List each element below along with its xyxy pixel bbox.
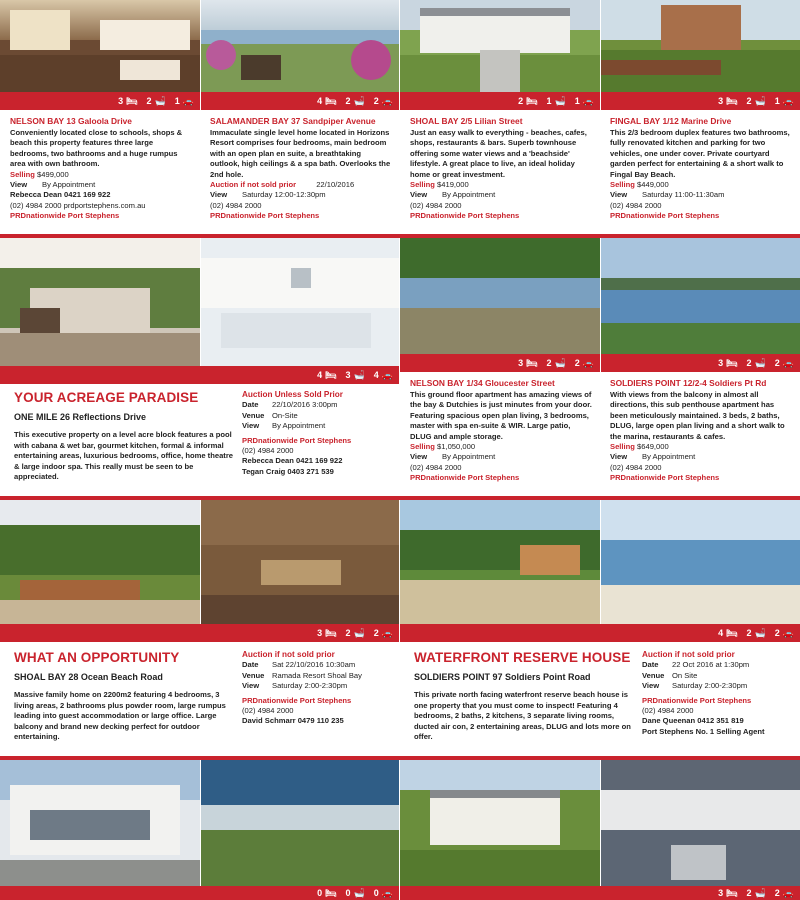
bed-icon: 🛏 xyxy=(325,369,337,380)
car-icon: 🚗 xyxy=(381,627,393,638)
office-phone: (02) 4984 2000 xyxy=(410,462,462,472)
feature-bar xyxy=(601,354,800,372)
baths-count: 1 xyxy=(546,96,552,106)
featured-auction-details: Auction if not sold prior Date 22 Oct 2016 at 1:30pm Venue On Site View Saturday 2:00-2:30pm PRDnationwide Port Stephens (02) 4984 2000 Dane Queenan 0412 351 819 Port Stephens No. 1 Selling Agent xyxy=(642,650,798,737)
office-phone: (02) 4984 2000 xyxy=(642,706,694,716)
car-icon: 🚗 xyxy=(381,369,393,380)
baths-count: 2 xyxy=(746,888,752,898)
photo-fingal-bay-1-12-marine xyxy=(601,0,800,92)
agent-contact: Dane Queenan 0412 351 819 xyxy=(642,716,744,726)
listing-card: FINGAL BAY 1/12 Marine Drive This 2/3 bedroom duplex features two bathrooms, fully renovated kitchen and parking for two vehicles, one under cover. Private courtyard garden perfect for entertaining & a short walk to Fingal Bay Beach. Selling $449,000 View Saturday 11:00-11:30am (02) 4984 2000 PRDnationwide Port Stephens xyxy=(600,112,800,234)
cars-count: 1 xyxy=(574,96,580,106)
office-phone: (02) 4984 2000 xyxy=(242,446,294,456)
bath-icon: 🛁 xyxy=(754,627,766,638)
photo-soldiers-point-97-house xyxy=(400,500,600,624)
beds-count: 4 xyxy=(317,96,323,106)
feature-bar xyxy=(400,886,800,900)
bed-icon: 🛏 xyxy=(526,95,538,106)
listing-title: SHOAL BAY 2/5 Lilian Street xyxy=(410,116,523,126)
feature-bar xyxy=(601,92,800,110)
feature-bar xyxy=(400,92,600,110)
cars-count: 4 xyxy=(373,370,379,380)
listing-card: NELSON BAY 1/34 Gloucester Street This ground floor apartment has amazing views of the bay & Dutchies is just minutes from your door. Featuring spacious open plan living, 3 bedrooms, master with spa en-suite & WIR. Large patio, DLUG and ample storage. Selling $1,050,000 View By Appointment (02) 4984 2000 PRDnationwide Port Stephens xyxy=(410,378,592,483)
listing-card: NELSON BAY 13 Galoola Drive Conveniently located close to schools, shops & beach this property features three large bedrooms, two bathrooms and a huge rumpus area with own bathroom. Selling $499,000 View By Appointment Rebecca Dean 0421 169 922 (02) 4984 2000 prdportstephens.com.au PRDnationwide Port Stephens xyxy=(0,112,200,234)
featured-address: ONE MILE 26 Reflections Drive xyxy=(14,412,147,422)
feature-bar xyxy=(400,354,600,372)
agent-contact: David Schmarr 0479 110 235 xyxy=(242,716,344,726)
bed-icon: 🛏 xyxy=(726,357,738,368)
listing-card: SHOAL BAY 2/5 Lilian Street Just an easy walk to everything - beaches, cafes, shops, restaurants & bars. Superb townhouse offering some water views and a 'beachside' lifestyle. A great place to live, an ideal holiday home or great investment. Selling $419,000 View By Appointment (02) 4984 2000 PRDnationwide Port Stephens xyxy=(400,112,600,234)
bath-icon: 🛁 xyxy=(353,887,365,898)
baths-count: 2 xyxy=(345,628,351,638)
car-icon: 🚗 xyxy=(381,887,393,898)
beds-count: 2 xyxy=(518,96,524,106)
photo-salamander-bay-37-sandpiper xyxy=(201,0,399,92)
bath-icon: 🛁 xyxy=(754,887,766,898)
photo-shoal-bay-28-kitchen xyxy=(201,500,399,624)
car-icon: 🚗 xyxy=(782,627,794,638)
baths-count: 2 xyxy=(746,96,752,106)
feature-bar xyxy=(0,92,200,110)
featured-description: Massive family home on 2200m2 featuring 4 bedrooms, 3 living areas, 2 bathrooms plus powder room, large rumpus leading into guest accommodation or large office. Large balcony and brand new decking perfect for outdoor entertaining. xyxy=(14,690,226,742)
listing-price: $499,000 xyxy=(37,169,69,179)
baths-count: 2 xyxy=(746,358,752,368)
listing-title: NELSON BAY 1/34 Gloucester Street xyxy=(410,378,555,388)
cars-count: 0 xyxy=(373,888,379,898)
cars-count: 1 xyxy=(174,96,180,106)
office-phone: (02) 4984 2000 xyxy=(210,200,262,210)
featured-description: This executive property on a level acre block features a pool with cabana & wet bar, gourmet kitchen, formal & informal entertaining areas, luxurious bedrooms, office, home theatre & large indoor spa. This really must be seen to be appreciated. xyxy=(14,430,234,482)
listing-price: $419,000 xyxy=(437,180,469,190)
featured-auction-details: Auction Unless Sold Prior Date 22/10/2016 3:00pm Venue On-Site View By Appointment PRDnationwide Port Stephens (02) 4984 2000 Rebecca Dean 0421 169 922 Tegan Craig 0403 271 539 xyxy=(242,390,397,477)
listing-price: $1,050,000 xyxy=(437,442,476,452)
listing-price: $649,000 xyxy=(637,442,669,452)
agency-name: PRDnationwide Port Stephens xyxy=(610,473,720,483)
beds-count: 0 xyxy=(317,888,323,898)
cars-count: 2 xyxy=(774,358,780,368)
feature-bar xyxy=(201,92,399,110)
baths-count: 0 xyxy=(345,888,351,898)
bed-icon: 🛏 xyxy=(726,627,738,638)
cars-count: 2 xyxy=(774,628,780,638)
agency-name: PRDnationwide Port Stephens xyxy=(642,695,752,705)
featured-listing xyxy=(14,390,234,483)
listing-description: Immaculate single level home located in Horizons Resort comprises four bedrooms, main bedroom with an open plan en suite, a breathtaking outlook, high ceilings & a spa bath. Overlooks the 2nd hole. xyxy=(210,128,391,179)
cars-count: 2 xyxy=(774,888,780,898)
office-phone: (02) 4984 2000 xyxy=(610,462,662,472)
photo-two-storey-house xyxy=(400,760,600,886)
agent-contact: Rebecca Dean 0421 169 922 xyxy=(10,190,111,200)
beds-count: 3 xyxy=(118,96,124,106)
agent-contact: Tegan Craig 0403 271 539 xyxy=(242,466,334,476)
baths-count: 2 xyxy=(746,628,752,638)
bed-icon: 🛏 xyxy=(726,887,738,898)
bath-icon: 🛁 xyxy=(154,95,166,106)
cars-count: 2 xyxy=(373,628,379,638)
car-icon: 🚗 xyxy=(381,95,393,106)
car-icon: 🚗 xyxy=(582,95,594,106)
featured-description: This private north facing waterfront reserve beach house is one property that you must come to inspect! Featuring 4 bedrooms, 2 baths, 2 kitchens, 3 separate living rooms, ducted air con, 2 entertaining areas, DLUG and lots more on offer. xyxy=(414,690,631,742)
agent-contact: Rebecca Dean 0421 169 922 xyxy=(242,456,343,466)
bed-icon: 🛏 xyxy=(325,887,337,898)
cars-count: 2 xyxy=(574,358,580,368)
photo-modern-apartments xyxy=(0,760,200,886)
bed-icon: 🛏 xyxy=(325,627,337,638)
beds-count: 3 xyxy=(718,888,724,898)
office-phone: (02) 4984 2000 xyxy=(410,200,462,210)
feature-bar xyxy=(0,886,399,900)
featured-address: SOLDIERS POINT 97 Soldiers Point Road xyxy=(414,672,591,682)
bath-icon: 🛁 xyxy=(554,95,566,106)
beds-count: 3 xyxy=(518,358,524,368)
bed-icon: 🛏 xyxy=(325,95,337,106)
agency-name: PRDnationwide Port Stephens xyxy=(210,211,320,221)
featured-headline: WATERFRONT RESERVE HOUSE xyxy=(414,650,631,665)
listing-card: SOLDIERS POINT 12/2-4 Soldiers Pt Rd With views from the balcony in almost all directions, this sub penthouse apartment has been meticulously maintained. 3 beds, 2 baths, DLUG, large open plan living and a short walk to the marina, restaurants & cafes. Selling $649,000 View By Appointment (02) 4984 2000 PRDnationwide Port Stephens xyxy=(600,374,800,496)
listing-description: Just an easy walk to everything - beaches, cafes, shops, restaurants & bars. Superb townhouse offering some water views and a 'beachside' lifestyle. A great place to live, an ideal holiday home or great investment. xyxy=(410,128,587,179)
photo-one-mile-kitchen xyxy=(201,238,399,366)
photo-shoal-bay-2-5-lilian xyxy=(400,0,600,92)
beds-count: 4 xyxy=(317,370,323,380)
bed-icon: 🛏 xyxy=(126,95,138,106)
feature-bar xyxy=(0,366,399,384)
listing-price: $449,000 xyxy=(637,180,669,190)
listing-title: FINGAL BAY 1/12 Marine Drive xyxy=(610,116,732,126)
photo-soldiers-point-12-2-4 xyxy=(601,238,800,354)
photo-grey-kitchen xyxy=(601,760,800,886)
photo-one-mile-pool-cabana xyxy=(0,238,200,366)
agency-name: PRDnationwide Port Stephens xyxy=(10,211,120,221)
bath-icon: 🛁 xyxy=(754,357,766,368)
beds-count: 4 xyxy=(718,628,724,638)
bed-icon: 🛏 xyxy=(526,357,538,368)
auction-date: 22/10/2016 xyxy=(316,180,355,190)
cars-count: 1 xyxy=(774,96,780,106)
office-phone: (02) 4984 2000 prdportstephens.com.au xyxy=(10,200,146,210)
baths-count: 2 xyxy=(146,96,152,106)
car-icon: 🚗 xyxy=(582,357,594,368)
feature-bar xyxy=(400,624,800,642)
baths-count: 2 xyxy=(345,96,351,106)
photo-nelson-bay-1-34-gloucester xyxy=(400,238,600,354)
bath-icon: 🛁 xyxy=(353,627,365,638)
agency-name: PRDnationwide Port Stephens xyxy=(242,435,352,445)
agent-contact: Port Stephens No. 1 Selling Agent xyxy=(642,726,765,736)
bed-icon: 🛏 xyxy=(726,95,738,106)
listing-description: With views from the balcony in almost all directions, this sub penthouse apartment has been meticulously maintained. 3 beds, 2 baths, DLUG, large open plan living and a short walk to the marina, restaurants & cafes. xyxy=(610,390,785,441)
baths-count: 3 xyxy=(345,370,351,380)
listing-title: SOLDIERS POINT 12/2-4 Soldiers Pt Rd xyxy=(610,378,767,388)
photo-soldiers-point-97-beach xyxy=(601,500,800,624)
featured-auction-details: Auction if not sold prior Date Sat 22/10/2016 10:30am Venue Ramada Resort Shoal Bay View Saturday 2:00-2:30pm PRDnationwide Port Stephens (02) 4984 2000 David Schmarr 0479 110 235 xyxy=(242,650,400,727)
listing-title: SALAMANDER BAY 37 Sandpiper Avenue xyxy=(210,116,376,126)
beds-count: 3 xyxy=(317,628,323,638)
featured-listing xyxy=(414,650,636,743)
car-icon: 🚗 xyxy=(782,357,794,368)
featured-address: SHOAL BAY 28 Ocean Beach Road xyxy=(14,672,163,682)
featured-headline: YOUR ACREAGE PARADISE xyxy=(14,390,199,405)
bath-icon: 🛁 xyxy=(353,369,365,380)
listing-description: This 2/3 bedroom duplex features two bathrooms, fully renovated kitchen and parking for two vehicles, one under cover. Private courtyard garden perfect for entertaining & a short walk to Fingal Bay Beach. xyxy=(610,128,790,179)
bath-icon: 🛁 xyxy=(754,95,766,106)
featured-headline: WHAT AN OPPORTUNITY xyxy=(14,650,180,665)
photo-coastal-view xyxy=(201,760,399,886)
listing-description: This ground floor apartment has amazing views of the bay & Dutchies is just minutes from your door. Featuring spacious open plan living, 3 bedrooms, master with spa en-suite & WIR. Large patio, DLUG and ample storage. xyxy=(410,390,592,441)
featured-listing xyxy=(14,650,234,743)
listing-title: NELSON BAY 13 Galoola Drive xyxy=(10,116,132,126)
listing-description: Conveniently located close to schools, shops & beach this property features three large bedrooms, two bathrooms and a huge rumpus area with own bathroom. xyxy=(10,128,183,169)
office-phone: (02) 4984 2000 xyxy=(610,200,662,210)
feature-bar xyxy=(0,624,399,642)
car-icon: 🚗 xyxy=(182,95,194,106)
cars-count: 2 xyxy=(373,96,379,106)
bath-icon: 🛁 xyxy=(554,357,566,368)
car-icon: 🚗 xyxy=(782,887,794,898)
office-phone: (02) 4984 2000 xyxy=(242,706,294,716)
agency-name: PRDnationwide Port Stephens xyxy=(242,695,352,705)
baths-count: 2 xyxy=(546,358,552,368)
beds-count: 3 xyxy=(718,96,724,106)
car-icon: 🚗 xyxy=(782,95,794,106)
photo-shoal-bay-28-garden xyxy=(0,500,200,624)
agency-name: PRDnationwide Port Stephens xyxy=(410,211,520,221)
photo-nelson-bay-13-galoola xyxy=(0,0,200,92)
bath-icon: 🛁 xyxy=(353,95,365,106)
agency-name: PRDnationwide Port Stephens xyxy=(410,473,520,483)
listing-card: SALAMANDER BAY 37 Sandpiper Avenue Immaculate single level home located in Horizons Resort comprises four bedrooms, main bedroom with an open plan en suite, a breathtaking outlook, high ceilings & a spa bath. Overlooks the 2nd hole. Auction if not sold prior 22/10/2016 View Saturday 12:00-12:30pm (02) 4984 2000 PRDnationwide Port Stephens xyxy=(210,116,391,221)
beds-count: 3 xyxy=(718,358,724,368)
agency-name: PRDnationwide Port Stephens xyxy=(610,211,720,221)
